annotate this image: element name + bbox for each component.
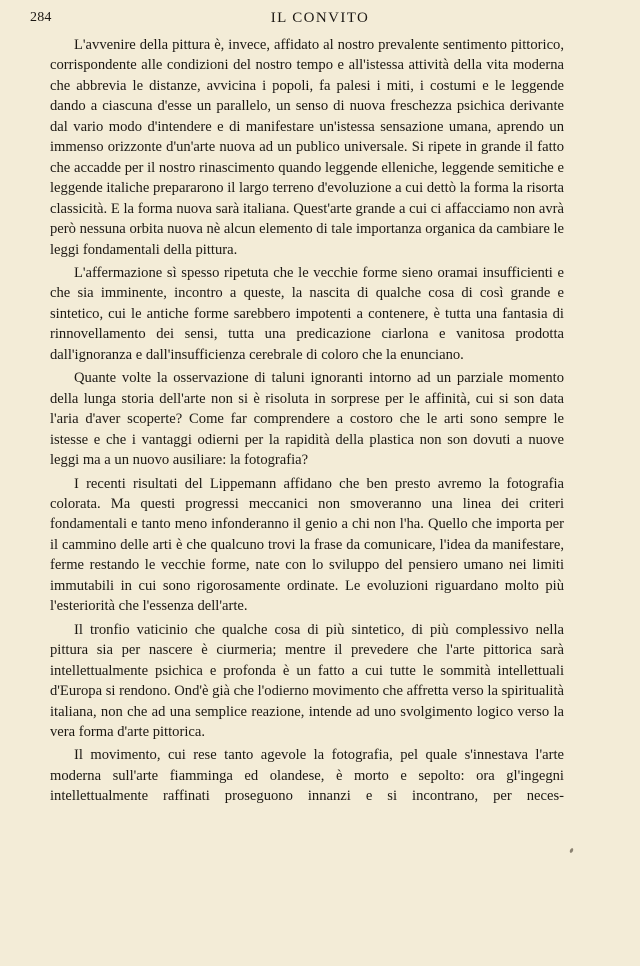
paragraph-1: L'avvenire della pittura è, invece, affidato al nostro prevalente sentimento pittorico, corrispondente alle condizioni del nostro tempo e all'istessa attività della vita moderna che abbrevia le distanze, avvicina i popoli, fa palesi i miti, i costumi e le leggende dando a ciascuna d'esse un parallelo, un senso di nuova freschezza psichica derivante dal vario modo d'intendere e di manifestare un'istessa sensazione umana, aprendo un immenso orizzonte d'un'arte nuova ad un publico universale. Si ripete in grande il fatto che accadde per il nostro rinascimento quando leggende elleniche, leggende semitiche e leggende italiche prepararono il largo terreno d'evoluzione a cui dettò la forma la risorta classicità. E la forma nuova sarà italiana. Quest'arte grande a cui ci affacciamo non avrà però nessuna orbita nuova nè alcun elemento di tale importanza organica da cambiare le leggi fondamentali della pittura. (50, 37, 564, 258)
running-title: IL CONVITO (270, 10, 370, 26)
paragraph-6: Il movimento, cui rese tanto agevole la fotografia, pel quale s'innestava l'arte moderna sull'arte fiamminga ed olandese, è morto e sepolto: ora gl'ingegni intellettualmente raffinati proseguono innanzi e si incontrano, per neces- (50, 747, 564, 805)
paragraph-3: Quante volte la osservazione di taluni ignoranti intorno ad un parziale momento della lunga storia dell'arte non si è risoluta in sorprese per le affinità, cui si son data l'aria d'aver scoperte? Come far comprendere a costoro che le arti sono sempre le istesse e che i vantaggi odierni per la rapidità della plastica non son dovuti a nuove leggi ma a un nuovo ausiliare: la fotografia? (50, 370, 564, 469)
paragraph-5: Il tronfio vaticinio che qualche cosa di più sintetico, di più complessivo nella pittura sia per nascere è ciurmeria; mentre il prevedere che l'arte pittorica sarà intellettualmente psichica e profonda è un fatto a cui tutte le sommità intellettuali d'Europa si rendono. Ond'è già che l'odierno movimento che affretta verso la spiritualità italiana, non che ad una semplice reazione, intende ad uno svolgimento logico verso la vera forma d'arte pittorica. (50, 621, 564, 740)
body-text (50, 35, 564, 807)
page-number: 284 (30, 10, 52, 25)
paragraph-4: I recenti risultati del Lippemann affidano che ben presto avremo la fotografia colorata. Ma questi progressi meccanici non smoveranno una linea dei criteri fondamentali e tanto meno infonderanno il genio a chi non l'ha. Quello che importa per il cammino delle arti è che qualcuno trovi la frase da comunicare, l'idea da manifestare, ferme restando le vecchie forme, nate con lo sviluppo del pensiero umano nei limiti immutabili in cui sono rigorosamente ordinate. Le evoluzioni riguardano molto più l'esteriorità che l'essenza dell'arte. (50, 475, 564, 615)
paragraph-2: L'affermazione sì spesso ripetuta che le vecchie forme sieno oramai insufficienti e che sia imminente, incontro a queste, la nascita di qualche cosa di così grande e sintetico, cui le antiche forme sarebbero impotenti a contenere, è tutta una fantasia di rinnovellamento dei sensi, tutta una predicazione ciarlona e vanitosa prodotta dall'ignoranza e dall'insufficienza cerebrale di coloro che la enunciano. (50, 264, 564, 363)
paper-speck (569, 848, 574, 854)
